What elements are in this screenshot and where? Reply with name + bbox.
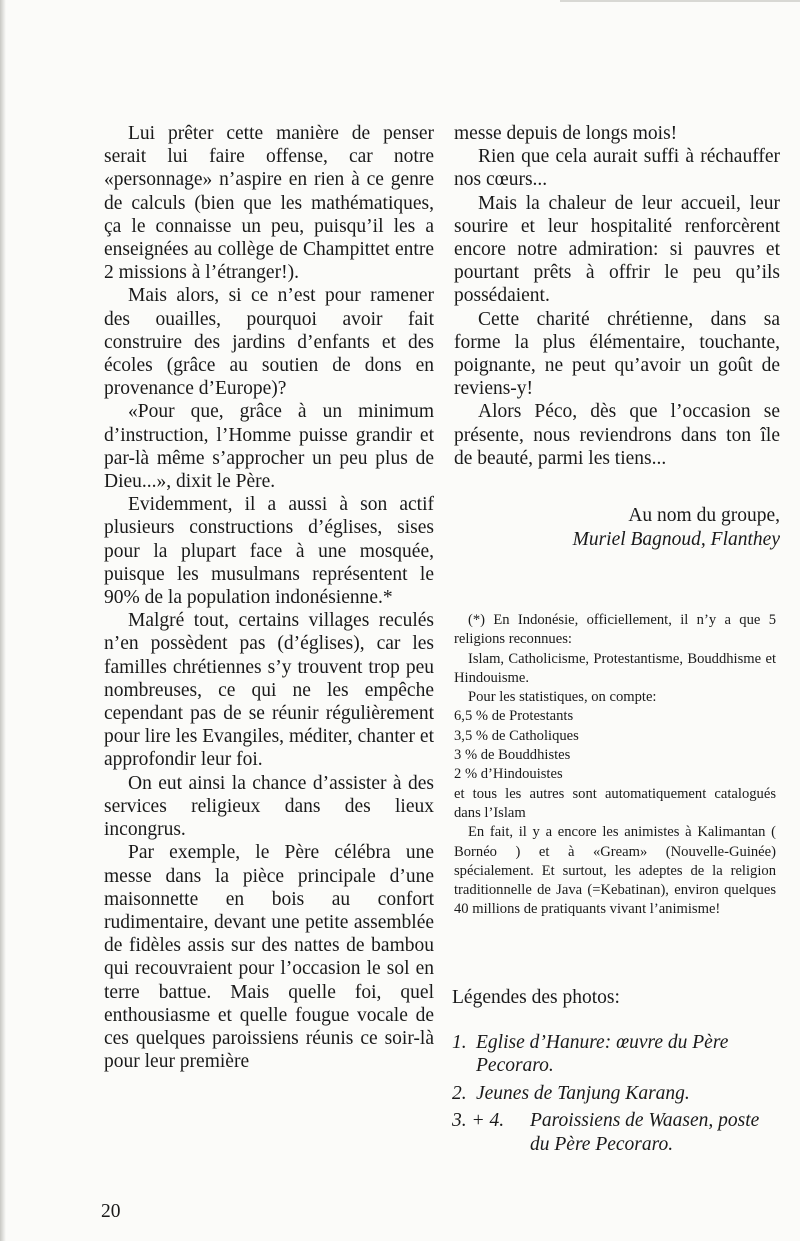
paragraph: Mais alors, si ce n’est pour ramener des ouailles, pourquoi avoir fait construire des jardins d’enfants et des écoles (grâce au soutien de dons en provenance d’Europe)? xyxy=(104,285,434,400)
photo-legend xyxy=(452,986,782,1160)
scan-edge-left xyxy=(0,0,6,1241)
paragraph: Alors Péco, dès que l’occasion se présente, nous reviendrons dans ton île de beauté, parmi les tiens... xyxy=(454,401,780,469)
paragraph: «Pour que, grâce à un minimum d’instruction, l’Homme puisse grandir et par-là même s’approcher un peu plus de Dieu...», dixit le Père. xyxy=(104,401,434,493)
legend-item-number: 3. + 4. xyxy=(452,1110,505,1131)
footnote-intro: (*) En Indonésie, officiellement, il n’y a que 5 religions reconnues: xyxy=(454,612,776,648)
footnote-stat: 3 % de Bouddhistes xyxy=(454,747,571,764)
legend-item xyxy=(452,1031,782,1078)
footnote-stat: 3,5 % de Catholiques xyxy=(454,727,579,744)
left-column xyxy=(104,122,434,1073)
paragraph: Evidemment, il a aussi à son actif plusieurs constructions d’églises, sises pour la plupart face à une mosquée, puisque les musulmans représentent le 90% de la population indonésienne.* xyxy=(104,494,434,609)
right-column xyxy=(454,122,780,552)
footnote-stat: 2 % d’Hindouistes xyxy=(454,766,563,783)
legend-title: Légendes des photos: xyxy=(452,987,620,1008)
paragraph: Cette charité chrétienne, dans sa forme la plus élémentaire, touchante, poignante, ne peut qu’avoir un goût de reviens-y! xyxy=(454,308,780,400)
scan-edge-top xyxy=(560,0,800,2)
legend-item-number: 1. xyxy=(452,1031,467,1053)
paragraph: Lui prêter cette manière de penser serait lui faire offense, car notre «personnage» n’aspire en rien à ce genre de calculs (bien que les mathématiques, ça le connaisse un peu, puisqu’il les a enseignées au collège de Champittet entre 2 missions à l’étranger!). xyxy=(104,123,434,284)
paragraph: Par exemple, le Père célébra une messe dans la pièce principale d’une maisonnette en bois au confort rudimentaire, devant une petite assemblée de fidèles assis sur des nattes de bambou qui recouvraient pour l’occasion le sol en terre battue. Mais quelle foi, quel enthousiasme et quelle fougue vocale de ces quelques paroissiens réunis ce soir-là pour leur première xyxy=(104,842,434,1073)
signature-group: Au nom du groupe, xyxy=(628,505,780,527)
legend-list xyxy=(452,1031,782,1157)
legend-item-text: Paroissiens de Waasen, poste du Père Pecoraro. xyxy=(530,1110,760,1155)
legend-item-number: 2. xyxy=(452,1082,467,1104)
legend-item xyxy=(452,1109,782,1156)
paragraph: Mais la chaleur de leur accueil, leur sourire et leur hospitalité renforcèrent encore notre admiration: si pauvres et pourtant prêts à offrir le peu qu’ils possédaient. xyxy=(454,192,780,307)
paragraph: On eut ainsi la chance d’assister à des services religieux dans des lieux incongrus. xyxy=(104,772,434,841)
footnote-stats-intro: Pour les statistiques, on compte: xyxy=(468,689,657,706)
legend-item-text: Jeunes de Tanjung Karang. xyxy=(476,1082,690,1104)
footnote-stat: 6,5 % de Protestants xyxy=(454,708,574,725)
legend-item-text: Eglise d’Hanure: œuvre du Père Pecoraro. xyxy=(476,1031,729,1076)
paragraph: Malgré tout, certains villages reculés n’en possèdent pas (d’églises), car les familles chrétiennes s’y trouvent trop peu nombreuses, ce qui ne les empêche cependant pas de se réunir régulièrement pour lire les Evangiles, méditer, chanter et approfondir leur foi. xyxy=(104,610,434,771)
page-number: 20 xyxy=(101,1201,121,1222)
footnote-religions: Islam, Catholicisme, Protestantisme, Bouddhisme et Hindouisme. xyxy=(454,650,776,686)
footnote-animists: En fait, il y a encore les animistes à Kalimantan ( Bornéo ) et à «Gream» (Nouvelle-Guinée) spécialement. Et surtout, les adeptes de la religion traditionnelle de Java (=Kebatinan), environ quelques 40 millions de pratiquants vivant l’animisme! xyxy=(454,824,776,918)
signature-author: Muriel Bagnoud, Flanthey xyxy=(572,529,780,551)
paragraph: Rien que cela aurait suffi à réchauffer nos cœurs... xyxy=(454,146,780,191)
footnote xyxy=(454,611,776,920)
paragraph-continued: messe depuis de longs mois! xyxy=(454,123,678,144)
signature xyxy=(454,504,780,552)
legend-item xyxy=(452,1082,782,1106)
footnote-others: et tous les autres sont automatiquement catalogués dans l’Islam xyxy=(454,785,776,821)
